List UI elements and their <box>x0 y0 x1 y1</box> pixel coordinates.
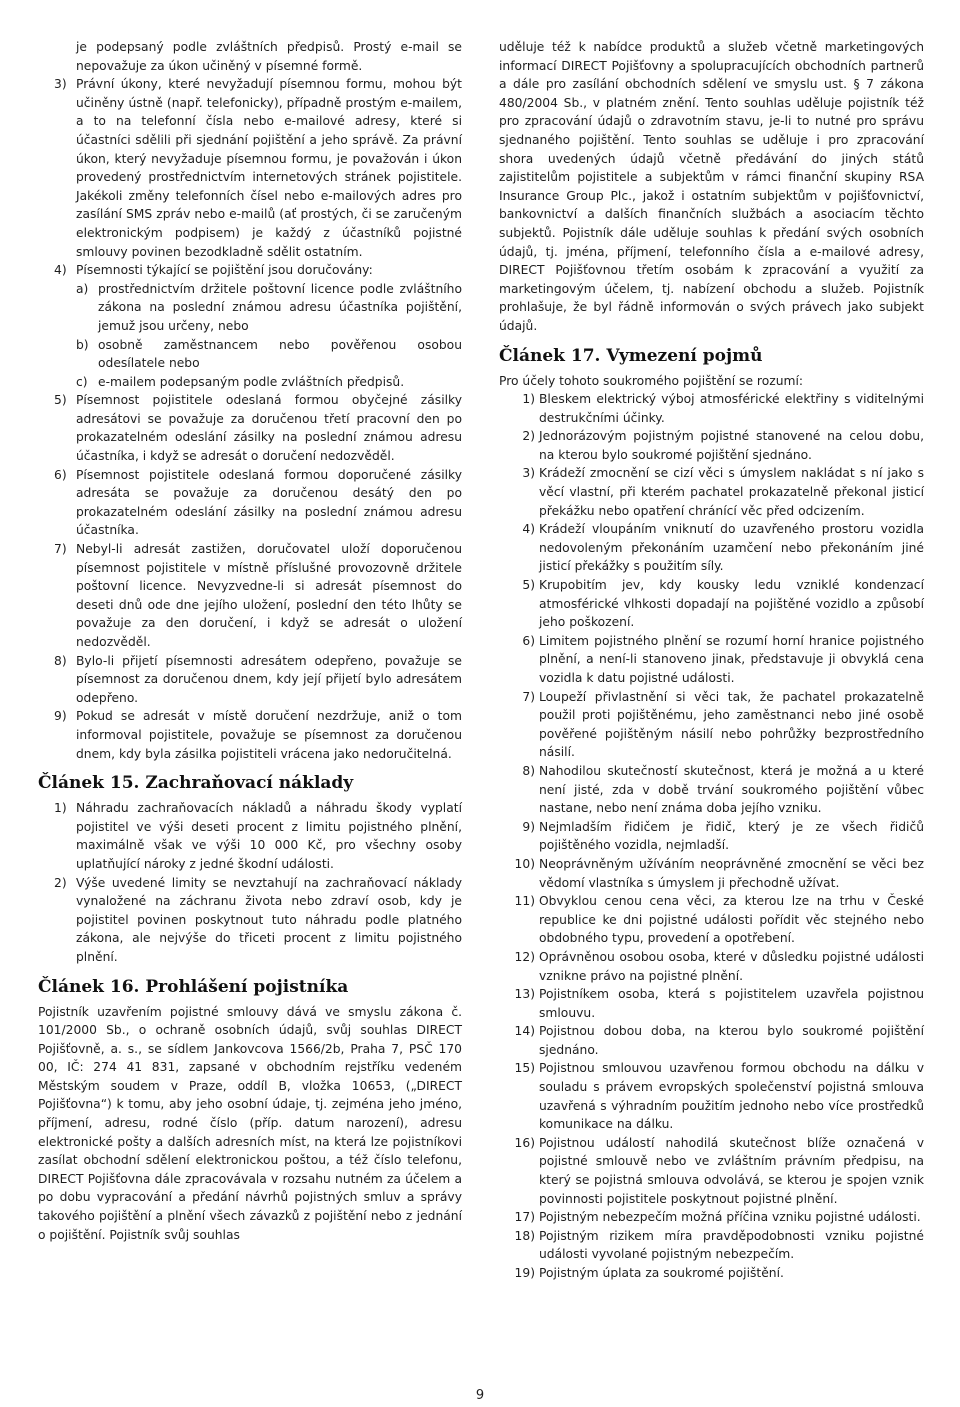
item-text: Pojistným nebezpečím možná příčina vzniku pojistné události. <box>539 1210 921 1225</box>
article-heading: Článek 17. Vymezení pojmů <box>499 345 763 366</box>
item-text: Oprávněnou osobou osoba, které v důsledku pojistné události vznikne právo na pojistné plnění. <box>539 949 924 983</box>
item-number: 11) <box>514 894 535 909</box>
item-number: 12) <box>514 949 535 964</box>
sub-item-text: osobně zaměstnancem nebo pověřenou osobou odesílatele nebo <box>98 337 462 371</box>
item-text: Právní úkony, které nevyžadují písemnou formu, mohou být učiněny ústně (např. telefonicky), případně prostým e-mailem, a to na telefonní čísla nebo e-mailové adresy, které si účastníci sdělili při sjednání pojištění a jeho správě. Za právní úkon, který nevyžaduje písemnou formu, je považován i úkon provedený prostřednictvím internetových stránek pojistitele. Jakékoli změny telefonních čísel nebo e-mailových adres pro zasílání SMS zpráv nebo e-mailů (ať prostých, či se zaručeným elektronickým podpisem) je každý z účastníků pojistné smlouvy povinen bezodkladně sdělit ostatním. <box>76 77 462 259</box>
definition-item <box>499 1264 924 1283</box>
item-number: 17) <box>514 1210 535 1225</box>
definition-item <box>499 520 924 576</box>
item-text: Písemnost pojistitele odeslaná formou obyčejné zásilky adresátovi se považuje za doručenou třetí pracovní den po prokazatelném odeslání zásilky na poslední známou adresu účastníka, i když se adresát o doručení nedozvěděl. <box>76 393 462 464</box>
definition-item <box>499 948 924 985</box>
item-number: 10) <box>514 856 535 871</box>
article-lead: Pro účely tohoto soukromého pojištění se rozumí: <box>499 373 804 388</box>
item-text: Pokud se adresát v místě doručení nezdržuje, aniž o tom informoval pojistitele, považuje se písemnost za doručenou dnem, kdy byla zásilka pojistiteli vrácena jako nedoručitelná. <box>76 709 462 761</box>
list-item <box>38 466 462 540</box>
sub-item-letter: a) <box>76 281 89 296</box>
item-text: Krupobitím jev, kdy kousky ledu vzniklé kondenzací atmosférické vlhkosti dopadají na pojištěné vozidlo a způsobí jeho poškození. <box>539 578 924 630</box>
item-number: 3) <box>54 77 67 92</box>
definition-item <box>499 427 924 464</box>
definition-item <box>499 762 924 818</box>
sub-item <box>76 373 462 392</box>
list-item <box>38 540 462 652</box>
item-number: 1) <box>522 392 535 407</box>
item-text: Jednorázovým pojistným pojistné stanovené na celou dobu, na kterou bylo soukromé pojištění sjednáno. <box>539 429 924 462</box>
item-text: Obvyklou cenou cena věci, za kterou lze na trhu v České republice ke dni pojistné události pořídit věc stejného nebo obdobného typu, provedení a opotřebení. <box>539 894 924 946</box>
item-text: Loupeží přivlastnění si věci tak, že pachatel prokazatelně použil proti pojištěnému, jeho zaměstnanci nebo jiné osobě pověřené pojištěným násilí nebo pohrůžky bezprostředního násilí. <box>539 689 924 760</box>
item-text: Bleskem elektrický výboj atmosférické elektřiny s viditelnými destrukčními účinky. <box>539 392 924 425</box>
item-text: Náhradu zachraňovacích nákladů a náhradu škody vyplatí pojistitel ve výši deseti procent z limitu pojistného plnění, maximálně však ve výši 10 000 Kč, pro všechny osoby uplatňující nároky z jedné škodní události. <box>76 801 462 871</box>
item-number: 19) <box>514 1266 535 1280</box>
item-text: Bylo-li přijetí písemnosti adresátem odepřeno, považuje se písemnost za doručenou dnem, kdy její přijetí bylo adresátem odepřeno. <box>76 653 462 705</box>
continued-paragraph: uděluje též k nabídce produktů a služeb včetně marketingových informací DIRECT Pojišťovny a spolupracujících obchodních partnerů a dále pro zasílání obchodních sdělení ve smyslu ust. § 7 zákona 480/2004 Sb., v platném znění. Tento souhlas uděluje pojistník též pro zpracování údajů o zdravotním stavu, je-li to nutné pro správu sjednaného pojištění. Tento souhlas se uděluje i pro zpracování shora uvedených údajů včetně předávání do jiných států zajistitelům pojistitele a subjektům v rámci finanční skupiny RSA Insurance Group Plc., jakož i ostatním subjektům v pojišťovnictví, bankovnictví a dalších finančních službách a asociacím těchto subjektů. Pojistník dále uděluje souhlas k předání svých osobních údajů, tj. jména, příjmení, telefonního čísla a e-mailové adresy, DIRECT Pojišťovnou třetím osobám k zpracování a využití za marketingovým účelem, tj. nabízení obchodu a služeb. Pojistník prohlašuje, že byl řádně informován o svých právech jako subjekt údajů. <box>499 40 924 333</box>
item-number: 6) <box>54 467 67 482</box>
definition-item <box>499 818 924 855</box>
item-text: Krádeží zmocnění se cizí věci s úmyslem nakládat s ní jako s věcí vlastní, při kterém pachatel prokazatelně překonal jisticí překážku nebo opatření chránící věc před odcizením. <box>539 466 924 518</box>
sub-item-text: e-mailem podepsaným podle zvláštních předpisů. <box>98 374 405 389</box>
item-number: 9) <box>54 709 67 724</box>
definition-item <box>499 688 924 762</box>
item-number: 8) <box>522 763 535 778</box>
page-number: 9 <box>475 1388 485 1403</box>
item-number: 16) <box>514 1135 535 1150</box>
item-number: 2) <box>54 875 67 890</box>
item-number: 14) <box>514 1024 535 1039</box>
definition-item <box>499 390 924 427</box>
definition-item <box>499 1134 924 1208</box>
item-text: Neoprávněným užíváním neoprávněné zmocnění se věci bez vědomí vlastníka s úmyslem ji přechodně užívat. <box>539 856 924 890</box>
item-number: 9) <box>522 819 535 834</box>
item-number: 7) <box>522 689 535 704</box>
item-text: Nejmladším řidičem je řidič, který je ze všech řidičů pojištěného vozidla, nejmladší. <box>539 819 924 853</box>
item-text: Pojistným úplata za soukromé pojištění. <box>539 1266 784 1280</box>
item-number: 4) <box>522 522 535 537</box>
item-number: 7) <box>54 542 67 557</box>
item-text: Pojistnou událostí nahodilá skutečnost blíže označená v pojistné smlouvě nebo ve zvláštním právním předpisu, na který se pojistná smlouva odvolává, se kterou je spojen vznik povinnosti pojistitele poskytnout pojistné plnění. <box>539 1135 924 1206</box>
sub-item-text: prostřednictvím držitele poštovní licence podle zvláštního zákona na poslední známou adresu účastníka pojištění, jemuž jsou určeny, nebo <box>98 281 462 333</box>
definition-item <box>499 576 924 632</box>
item-number: 8) <box>54 653 67 668</box>
item-text: Pojistníkem osoba, která s pojistitelem uzavřela pojistnou smlouvu. <box>539 987 924 1020</box>
list-item <box>38 874 462 967</box>
item-number: 1) <box>54 801 67 816</box>
list-item <box>38 652 462 708</box>
item-text: Krádeží vloupáním vniknutí do uzavřeného prostoru vozidla nedovoleným překonáním uzamčení nebo překonáním jiné jisticí překážky s použitím síly. <box>539 522 924 574</box>
list-item <box>38 707 462 763</box>
item-number: 5) <box>54 393 67 408</box>
sub-item-letter: b) <box>76 337 89 352</box>
item-text: Písemnosti týkající se pojištění jsou doručovány: <box>76 263 373 278</box>
item-number: 6) <box>522 633 535 648</box>
item-text: Pojistnou smlouvou uzavřenou formou obchodu na dálku v souladu s právem evropských společenství pojistná smlouva uzavřená s výhradním použitím jednoho nebo více prostředků komunikace na dálku. <box>539 1061 924 1132</box>
item-text: Výše uvedené limity se nevztahují na zachraňovací náklady vynaložené na záchranu života nebo zdraví osob, kdy je pojistitel povinen poskytnout tuto náhradu podle platného zákona, ale nejvýše do třiceti procent z limitu pojistného plnění. <box>76 875 462 964</box>
definition-item <box>499 632 924 688</box>
definition-list <box>499 390 924 1283</box>
right-column <box>499 38 924 1283</box>
article-heading: Článek 15. Zachraňovací náklady <box>38 773 354 794</box>
definition-item <box>499 1227 924 1264</box>
left-column <box>38 38 462 1244</box>
definition-item <box>499 1208 924 1227</box>
article-heading: Článek 16. Prohlášení pojistníka <box>38 976 349 997</box>
item-number: 4) <box>54 263 67 278</box>
item-text: Limitem pojistného plnění se rozumí horní hranice pojistného plnění, a není-li stanoveno jinak, představuje ji obvyklá cena vozidla k datu pojistné události. <box>539 633 924 685</box>
list-item <box>38 391 462 465</box>
item-number: 2) <box>522 429 535 444</box>
item-number: 18) <box>514 1228 535 1243</box>
definition-item <box>499 985 924 1022</box>
item-number: 5) <box>522 578 535 593</box>
item-text: Pojistnou dobou doba, na kterou bylo soukromé pojištění sjednáno. <box>539 1024 924 1057</box>
article-paragraph: Pojistník uzavřením pojistné smlouvy dává ve smyslu zákona č. 101/2000 Sb., o ochraně osobních údajů, svůj souhlas DIRECT Pojišťovně, a. s., se sídlem Jankovcova 1566/2b, Praha 7, PSČ 170 00, IČ: 274 41 831, zapsané v obchodním rejstříku vedeném Městským soudem v Praze, oddíl B, vložka 10653, („DIRECT Pojišťovna“) k tomu, aby jeho osobní údaje, tj. zejména jeho jméno, příjmení, adresu, rodné číslo (příp. datum narození), adresu elektronické pošty a dalších adresních míst, na která lze pojistníkovi zasílat obchodní sdělení elektronickou poštou, a též číslo telefonu, DIRECT Pojišťovna dále zpracovávala v rozsahu nutném za účelem a po dobu vypracování a předání návrhů pojistných smluv a správy takového pojištění a plnění všech závazků z pojištění nebo z jednání o pojištění. Pojistník svůj souhlas <box>38 1004 462 1242</box>
item-number: 13) <box>514 987 535 1002</box>
item-text: Pojistným rizikem míra pravděpodobnosti vzniku pojistné události vyvolané pojistným nebezpečím. <box>539 1228 924 1262</box>
list-item <box>38 799 462 873</box>
item-text: Písemnost pojistitele odeslaná formou doporučené zásilky adresáta se považuje za doručenou desátý den po prokazatelném odeslání zásilky na poslední známou adresu účastníka. <box>76 467 462 538</box>
definition-item <box>499 892 924 948</box>
definition-item <box>499 1022 924 1059</box>
definition-item <box>499 1059 924 1133</box>
definition-item <box>499 464 924 520</box>
definition-item <box>499 855 924 892</box>
item-number: 3) <box>522 466 535 481</box>
list-item <box>38 75 462 261</box>
sub-item <box>76 280 462 336</box>
continued-paragraph: je podepsaný podle zvláštních předpisů. Prostý e-mail se nepovažuje za úkon učiněný v písemné formě. <box>76 40 462 73</box>
item-text: Nahodilou skutečností skutečnost, která je možná a u které není jisté, zda v době trvání soukromého pojištění vůbec nastane, nebo není známa doba jejího vzniku. <box>539 763 924 816</box>
sub-item <box>76 336 462 373</box>
sub-item-letter: c) <box>76 374 88 389</box>
list-item <box>38 261 462 280</box>
item-number: 15) <box>514 1061 535 1076</box>
item-text: Nebyl-li adresát zastižen, doručovatel uloží doporučenou písemnost pojistitele v místně příslušné provozovně držitele poštovní licence. Nevyzvedne-li si adresát písemnost do deseti dnů ode dne jejího uložení, poslední den této lhůty se považuje za den doručení, i když se adresát o uložení nedozvěděl. <box>76 542 462 649</box>
